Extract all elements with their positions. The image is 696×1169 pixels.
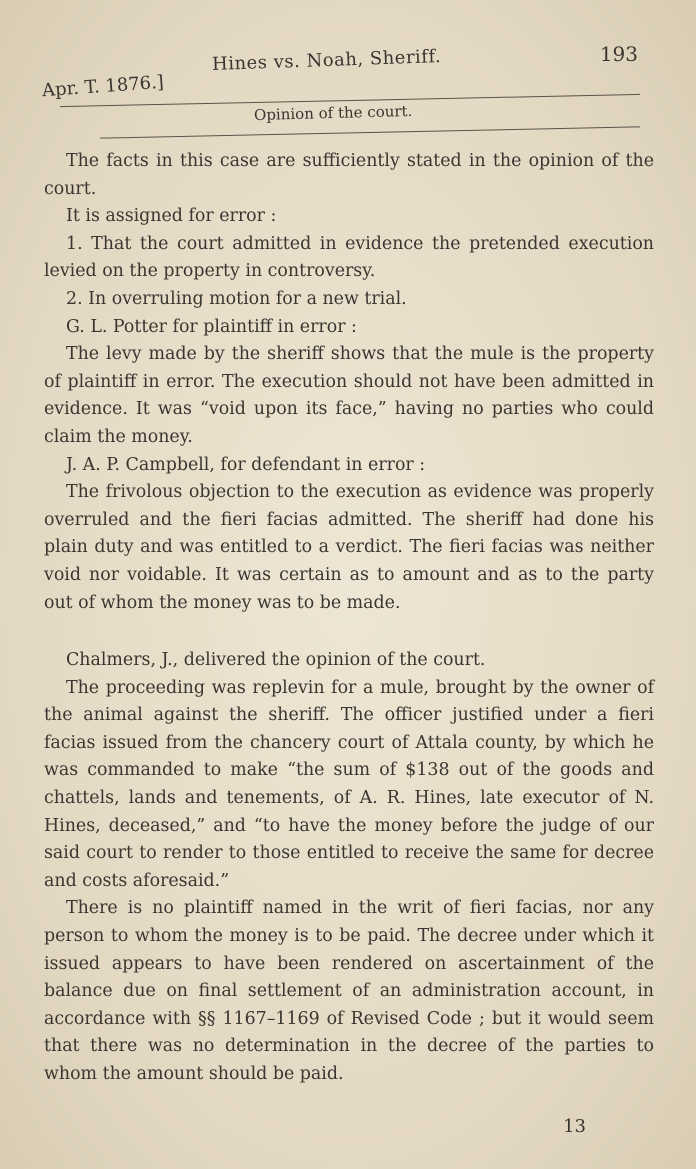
paragraph: There is no plaintiff named in the writ of fieri facias, nor any person to whom the money is to be paid. The decree under which it issued appears to have been rendered on ascertainment of the balance due on final settlement of an administration account, in accordance with §§ 1167–1169 of Revised Code ; but it would seem that there was no determination in the decree of the parties to whom the amount should be paid. [44,898,654,1084]
term-heading: Apr. T. 1876.] [41,71,165,102]
paragraph: The facts in this case are sufficiently stated in the opinion of the court. [44,151,654,199]
page-body [44,148,654,1089]
paragraph: The frivolous objection to the execution as evidence was properly overruled and the fieri facias admitted. The sheriff had done his plain duty and was entitled to a verdict. The fieri facias was neither void nor voidable. It was certain as to amount and as to the party out of whom the money was to be made. [44,482,654,613]
paragraph: The levy made by the sheriff shows that the mule is the property of plaintiff in error. The execution should not have been admitted in evidence. It was “void upon its face,” having no parties who could claim the money. [44,344,654,447]
counsel-line: G. L. Potter for plaintiff in error : [66,316,357,337]
section-gap [44,617,654,647]
paragraph: 2. In overruling motion for a new trial. [66,288,407,309]
opinion-heading: Chalmers, J., delivered the opinion of the court. [66,650,486,671]
paragraph: It is assigned for error : [66,206,277,227]
paragraph: 1. That the court admitted in evidence the pretended execution levied on the property in controversy. [44,233,654,282]
paragraph: The proceeding was replevin for a mule, brought by the owner of the animal against the sheriff. The officer justified under a fieri facias issued from the chancery court of Attala county, by which he was commanded to make “the sum of $138 out of the goods and chattels, lands and tenements, of A. R. Hines, late executor of N. Hines, deceased,” and “to have the money before the judge of our said court to render to those entitled to receive the same for decree and costs aforesaid.” [44,677,654,891]
section-heading: Opinion of the court. [253,101,413,125]
counsel-line: J. A. P. Campbell, for defendant in error : [66,454,426,475]
page-number: 193 [599,42,638,66]
case-title: Hines vs. Noah, Sheriff. [211,46,442,75]
header-rule-bottom [100,126,640,138]
signature-mark: 13 [563,1116,586,1137]
